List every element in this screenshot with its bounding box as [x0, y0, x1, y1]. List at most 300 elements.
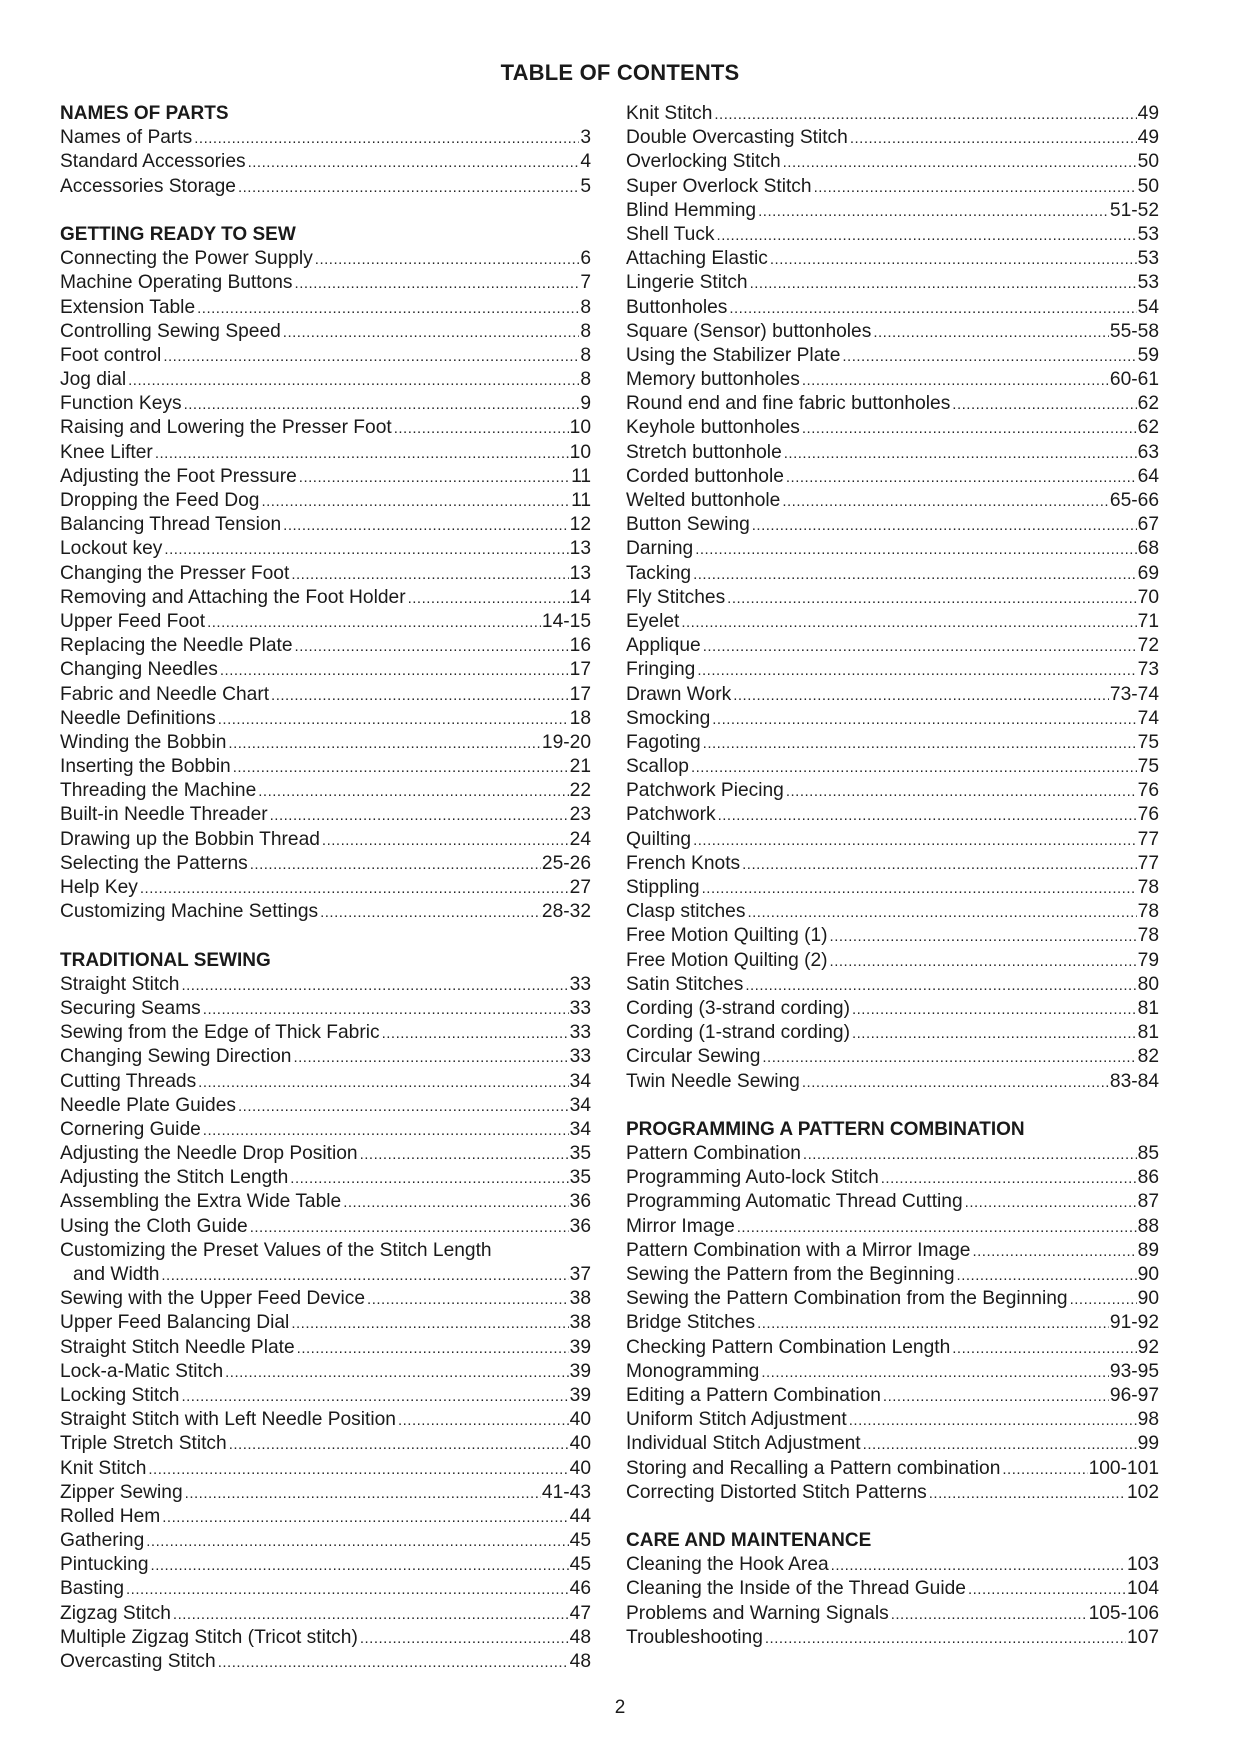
toc-entry[interactable] — [60, 1481, 591, 1505]
toc-entry-page: 5 — [580, 175, 591, 197]
toc-entry-page: 23 — [569, 804, 591, 826]
toc-entry[interactable] — [60, 1408, 591, 1432]
toc-entry[interactable] — [60, 1505, 591, 1529]
toc-entry[interactable] — [626, 779, 1159, 803]
toc-entry[interactable] — [60, 271, 591, 295]
toc-entry-page: 74 — [1137, 707, 1159, 729]
toc-entry[interactable] — [626, 1215, 1159, 1239]
dot-leader — [248, 151, 580, 174]
dot-leader — [197, 297, 579, 320]
toc-entry[interactable] — [60, 876, 591, 900]
toc-entry-page: 90 — [1137, 1264, 1159, 1285]
toc-entry-page: 34 — [569, 1094, 591, 1116]
dot-leader — [291, 563, 568, 586]
toc-entry[interactable] — [60, 1190, 591, 1214]
toc-entry[interactable] — [626, 441, 1159, 465]
toc-entry-page: 100-101 — [1088, 1457, 1159, 1479]
toc-entry[interactable] — [626, 1021, 1159, 1045]
toc-entry[interactable] — [626, 1263, 1159, 1287]
toc-entry-page: 103 — [1126, 1554, 1159, 1576]
toc-entry-title: Controlling Sewing Speed — [60, 320, 281, 342]
dot-leader — [293, 1046, 568, 1069]
toc-entry-title: Adjusting the Foot Pressure — [60, 465, 297, 487]
section-gap — [60, 199, 591, 223]
toc-entry-page: 50 — [1137, 175, 1159, 197]
toc-entry[interactable] — [626, 271, 1159, 295]
toc-entry-page: 91-92 — [1109, 1312, 1159, 1334]
toc-entry-page: 102 — [1126, 1481, 1159, 1503]
toc-entry-title: Assembling the Extra Wide Table — [60, 1191, 342, 1213]
toc-entry[interactable] — [60, 1529, 591, 1553]
toc-entry-title: Customizing Machine Settings — [60, 901, 319, 923]
dot-leader — [367, 1288, 569, 1311]
toc-entry[interactable] — [60, 1263, 591, 1287]
toc-entry-title: Double Overcasting Stitch — [626, 127, 848, 149]
toc-entry-title: Storing and Recalling a Pattern combination — [626, 1457, 1001, 1479]
dot-leader — [250, 1216, 569, 1239]
toc-entry-page: 16 — [569, 635, 591, 657]
toc-entry-title: Removing and Attaching the Foot Holder — [60, 586, 406, 608]
toc-entry[interactable] — [60, 683, 591, 707]
toc-entry-page: 27 — [569, 877, 591, 898]
toc-entry[interactable] — [60, 1239, 591, 1263]
toc-entry-page: 99 — [1137, 1433, 1159, 1455]
dot-leader — [295, 635, 569, 658]
toc-entry[interactable] — [626, 997, 1159, 1021]
toc-entry[interactable] — [626, 731, 1159, 755]
dot-leader — [1070, 1288, 1137, 1311]
toc-entry[interactable] — [60, 1311, 591, 1335]
toc-entry-page: 81 — [1137, 1022, 1159, 1044]
dot-leader — [283, 514, 568, 537]
dot-leader — [718, 804, 1137, 827]
toc-entry-page: 53 — [1137, 248, 1159, 270]
toc-entry-title: Sewing with the Upper Feed Device — [60, 1288, 366, 1310]
dot-leader — [702, 877, 1137, 900]
toc-entry[interactable] — [626, 513, 1159, 537]
dot-leader — [852, 998, 1137, 1021]
toc-entry[interactable] — [626, 1070, 1159, 1094]
dot-leader — [233, 756, 569, 779]
toc-entry-title: Drawn Work — [626, 683, 732, 705]
toc-entry[interactable] — [626, 610, 1159, 634]
dot-leader — [802, 417, 1137, 440]
toc-entry[interactable] — [626, 973, 1159, 997]
dot-leader — [786, 780, 1137, 803]
toc-entry[interactable] — [60, 1457, 591, 1481]
dot-leader — [185, 1482, 541, 1505]
toc-entry-page: 96-97 — [1109, 1384, 1159, 1406]
toc-entry-page: 48 — [569, 1651, 591, 1672]
toc-entry[interactable] — [60, 1094, 591, 1118]
toc-entry[interactable] — [60, 586, 591, 610]
toc-entry[interactable] — [60, 1577, 591, 1601]
toc-entry[interactable] — [626, 416, 1159, 440]
toc-entry[interactable] — [60, 1045, 591, 1069]
toc-entry[interactable] — [60, 126, 591, 150]
dot-leader — [883, 1385, 1109, 1408]
toc-entry[interactable] — [626, 1190, 1159, 1214]
toc-entry[interactable] — [626, 683, 1159, 707]
dot-leader — [238, 176, 579, 199]
toc-entry[interactable] — [626, 1384, 1159, 1408]
toc-entry-title: Adjusting the Needle Drop Position — [60, 1143, 358, 1165]
toc-entry-page: 85 — [1137, 1143, 1159, 1165]
toc-entry-page: 7 — [580, 272, 591, 294]
toc-entry[interactable] — [626, 1045, 1159, 1069]
toc-entry-page: 69 — [1137, 562, 1159, 584]
toc-entry[interactable] — [626, 296, 1159, 320]
dot-leader — [315, 248, 580, 271]
dot-leader — [873, 321, 1109, 344]
dot-leader — [218, 708, 569, 731]
toc-entry-title: Connecting the Power Supply — [60, 248, 313, 270]
toc-entry-page: 11 — [571, 490, 591, 511]
toc-entry[interactable] — [60, 731, 591, 755]
toc-entry[interactable] — [60, 1553, 591, 1577]
toc-entry-title: Cleaning the Hook Area — [626, 1554, 829, 1576]
toc-entry[interactable] — [626, 465, 1159, 489]
dot-leader — [198, 1071, 568, 1094]
toc-entry[interactable] — [60, 900, 591, 924]
toc-entry-page: 10 — [569, 417, 591, 439]
dot-leader — [891, 1603, 1088, 1626]
toc-entry[interactable] — [626, 707, 1159, 731]
toc-entry[interactable] — [626, 1553, 1159, 1577]
toc-entry-page: 83-84 — [1109, 1070, 1159, 1092]
dot-leader — [238, 1095, 569, 1118]
toc-entry[interactable] — [60, 489, 591, 513]
toc-entry[interactable] — [626, 320, 1159, 344]
toc-entry[interactable] — [60, 1021, 591, 1045]
toc-entry-page: 75 — [1137, 731, 1159, 753]
toc-entry[interactable] — [626, 1481, 1159, 1505]
toc-entry-title: Tacking — [626, 562, 692, 584]
toc-entry[interactable] — [626, 900, 1159, 924]
toc-entry-page: 39 — [569, 1360, 591, 1382]
toc-entry-title: Winding the Bobbin — [60, 731, 227, 753]
toc-entry[interactable] — [60, 247, 591, 271]
toc-entry[interactable] — [60, 1287, 591, 1311]
toc-entry-page: 79 — [1137, 949, 1159, 971]
toc-entry-title: Jog dial — [60, 369, 127, 391]
toc-entry-title: Sewing from the Edge of Thick Fabric — [60, 1022, 380, 1044]
toc-entry[interactable] — [60, 1384, 591, 1408]
toc-entry[interactable] — [60, 344, 591, 368]
toc-entry-page: 80 — [1137, 973, 1159, 995]
toc-entry-title: Keyhole buttonholes — [626, 417, 800, 439]
toc-entry[interactable] — [626, 489, 1159, 513]
toc-entry[interactable] — [626, 1360, 1159, 1384]
toc-entry-title: Gathering — [60, 1530, 145, 1552]
dot-leader — [270, 804, 569, 827]
toc-entry[interactable] — [626, 1602, 1159, 1626]
dot-leader — [1002, 1458, 1087, 1481]
toc-entry[interactable] — [626, 223, 1159, 247]
dot-leader — [714, 103, 1136, 126]
toc-entry[interactable] — [60, 1142, 591, 1166]
dot-leader — [148, 1458, 568, 1481]
toc-entry[interactable] — [60, 150, 591, 174]
toc-entry[interactable] — [60, 1626, 591, 1650]
toc-entry[interactable] — [626, 1311, 1159, 1335]
toc-entry[interactable] — [60, 779, 591, 803]
toc-entry-title: Clasp stitches — [626, 901, 746, 923]
toc-entry[interactable] — [626, 876, 1159, 900]
toc-entry[interactable] — [60, 368, 591, 392]
toc-entry-page: 8 — [580, 369, 591, 391]
toc-entry-page: 17 — [569, 659, 591, 681]
toc-entry-page: 39 — [569, 1384, 591, 1406]
toc-entry[interactable] — [60, 1336, 591, 1360]
toc-entry-title: Cording (1-strand cording) — [626, 1022, 850, 1044]
toc-entry-title: Attaching Elastic — [626, 248, 768, 270]
toc-entry[interactable] — [626, 1239, 1159, 1263]
toc-entry[interactable] — [60, 513, 591, 537]
toc-entry-title: Welted buttonhole — [626, 490, 781, 511]
toc-entry[interactable] — [60, 755, 591, 779]
section-gap — [626, 1505, 1159, 1529]
toc-entry[interactable] — [60, 296, 591, 320]
dot-leader — [203, 998, 569, 1021]
toc-entry[interactable] — [626, 562, 1159, 586]
toc-entry[interactable] — [626, 586, 1159, 610]
dot-leader — [250, 853, 541, 876]
toc-entry[interactable] — [626, 755, 1159, 779]
dot-leader — [398, 1409, 569, 1432]
toc-entry[interactable] — [60, 537, 591, 561]
toc-entry[interactable] — [626, 126, 1159, 150]
toc-entry[interactable] — [60, 1118, 591, 1142]
toc-entry-title: Stretch buttonhole — [626, 441, 782, 463]
toc-entry-title: Monogramming — [626, 1360, 760, 1382]
toc-entry-page: 39 — [569, 1336, 591, 1358]
toc-left-column — [60, 102, 591, 1674]
dot-leader — [693, 563, 1137, 586]
toc-entry[interactable] — [626, 150, 1159, 174]
toc-entry-page: 53 — [1137, 223, 1159, 245]
dot-leader — [786, 466, 1137, 489]
toc-entry[interactable] — [60, 1360, 591, 1384]
toc-entry[interactable] — [60, 392, 591, 416]
toc-entry-title: Patchwork Piecing — [626, 780, 784, 802]
dot-leader — [181, 1385, 568, 1408]
toc-entry-page: 4 — [580, 151, 591, 173]
dot-leader — [712, 708, 1136, 731]
toc-entry-page: 76 — [1137, 780, 1159, 802]
toc-entry[interactable] — [626, 1336, 1159, 1360]
toc-entry[interactable] — [626, 949, 1159, 973]
toc-entry-title: Securing Seams — [60, 997, 201, 1019]
toc-entry-title: Needle Definitions — [60, 707, 216, 729]
toc-right-column — [626, 102, 1159, 1650]
toc-entry[interactable] — [626, 803, 1159, 827]
toc-entry[interactable] — [626, 368, 1159, 392]
toc-entry-title: Mirror Image — [626, 1215, 735, 1237]
dot-leader — [765, 1627, 1126, 1650]
toc-entry-title: Lockout key — [60, 538, 163, 560]
toc-entry[interactable] — [626, 247, 1159, 271]
dot-leader — [830, 950, 1137, 973]
toc-entry[interactable] — [626, 1142, 1159, 1166]
toc-entry-title: Correcting Distorted Stitch Patterns — [626, 1481, 927, 1503]
toc-section — [60, 949, 591, 1675]
dot-leader — [394, 417, 569, 440]
toc-entry[interactable] — [626, 392, 1159, 416]
toc-entry[interactable] — [626, 924, 1159, 948]
toc-entry-title: Help Key — [60, 877, 138, 898]
toc-entry[interactable] — [60, 441, 591, 465]
toc-entry[interactable] — [60, 803, 591, 827]
toc-entry-title: Machine Operating Buttons — [60, 272, 293, 294]
toc-entry-page: 8 — [580, 344, 591, 366]
dot-leader — [842, 345, 1136, 368]
toc-entry-page: 50 — [1137, 151, 1159, 173]
toc-entry[interactable] — [60, 1650, 591, 1674]
toc-entry[interactable] — [60, 658, 591, 682]
toc-entry-title: Function Keys — [60, 393, 182, 415]
toc-entry[interactable] — [60, 175, 591, 199]
toc-entry[interactable] — [60, 707, 591, 731]
toc-entry-title: Inserting the Bobbin — [60, 756, 231, 778]
toc-entry[interactable] — [626, 1457, 1159, 1481]
dot-leader — [770, 248, 1137, 271]
page-number: 2 — [614, 1697, 626, 1718]
dot-leader — [852, 1022, 1137, 1045]
toc-entry[interactable] — [60, 1602, 591, 1626]
toc-entry[interactable] — [60, 828, 591, 852]
toc-entry-page: 40 — [569, 1409, 591, 1431]
section-heading: TRADITIONAL SEWING — [60, 949, 271, 971]
toc-entry[interactable] — [626, 1287, 1159, 1311]
toc-entry-title: Applique — [626, 635, 701, 657]
dot-leader — [727, 587, 1136, 610]
toc-entry[interactable] — [60, 1070, 591, 1094]
toc-entry-title: Needle Plate Guides — [60, 1094, 236, 1116]
toc-entry-title: Straight Stitch — [60, 973, 180, 995]
toc-entry[interactable] — [60, 320, 591, 344]
toc-entry-page: 98 — [1137, 1409, 1159, 1431]
toc-entry-page: 46 — [569, 1578, 591, 1600]
toc-entry[interactable] — [60, 973, 591, 997]
toc-entry[interactable] — [626, 537, 1159, 561]
toc-entry-page: 9 — [580, 393, 591, 415]
dot-leader — [863, 1433, 1137, 1456]
toc-entry-page: 44 — [569, 1505, 591, 1527]
toc-entry[interactable] — [626, 1432, 1159, 1456]
toc-entry-title: Corded buttonhole — [626, 465, 784, 487]
toc-entry[interactable] — [626, 634, 1159, 658]
toc-entry-page: 47 — [569, 1602, 591, 1624]
toc-entry[interactable] — [60, 634, 591, 658]
toc-entry-page: 33 — [569, 1022, 591, 1044]
toc-entry-page: 75 — [1137, 756, 1159, 778]
dot-leader — [295, 272, 580, 295]
toc-entry-title: Zipper Sewing — [60, 1481, 183, 1503]
toc-section — [626, 1118, 1159, 1505]
dot-leader — [952, 393, 1136, 416]
toc-entry[interactable] — [60, 1215, 591, 1239]
dot-leader — [681, 611, 1136, 634]
toc-entry-page: 8 — [580, 296, 591, 318]
toc-entry-title: Knit Stitch — [626, 103, 713, 124]
toc-entry[interactable] — [60, 1432, 591, 1456]
toc-entry[interactable] — [626, 199, 1159, 223]
toc-entry-title: Cleaning the Inside of the Thread Guide — [626, 1578, 966, 1600]
toc-entry[interactable] — [626, 828, 1159, 852]
toc-entry[interactable] — [626, 1408, 1159, 1432]
toc-entry-page: 33 — [569, 1046, 591, 1068]
toc-entry-title: Lock-a-Matic Stitch — [60, 1360, 224, 1382]
toc-entry-page: 89 — [1137, 1239, 1159, 1261]
toc-entry-title: Standard Accessories — [60, 151, 246, 173]
toc-entry-title: Button Sewing — [626, 514, 750, 536]
toc-entry-title: Replacing the Needle Plate — [60, 635, 293, 657]
toc-entry[interactable] — [60, 562, 591, 586]
dot-leader — [972, 1240, 1136, 1263]
toc-entry-page: 82 — [1137, 1046, 1159, 1068]
toc-entry-page: 12 — [569, 514, 591, 536]
toc-entry[interactable] — [626, 1626, 1159, 1650]
toc-entry-title: Rolled Hem — [60, 1505, 161, 1527]
toc-entry-page: 8 — [580, 320, 591, 342]
dot-leader — [691, 756, 1137, 779]
toc-entry-page: 48 — [569, 1626, 591, 1648]
toc-entry-page: 73 — [1137, 659, 1159, 681]
toc-entry[interactable] — [626, 102, 1159, 126]
dot-leader — [750, 272, 1137, 295]
toc-entry[interactable] — [626, 1166, 1159, 1190]
toc-entry[interactable] — [60, 465, 591, 489]
toc-entry-title: Foot control — [60, 344, 162, 366]
toc-entry[interactable] — [626, 852, 1159, 876]
dot-leader — [758, 200, 1109, 223]
toc-entry-title: Pattern Combination with a Mirror Image — [626, 1239, 971, 1261]
toc-entry-title: Stippling — [626, 877, 700, 898]
toc-section — [60, 102, 591, 199]
section-heading: NAMES OF PARTS — [60, 103, 229, 124]
dot-leader — [126, 1578, 569, 1601]
toc-entry[interactable] — [626, 658, 1159, 682]
toc-entry-page: 67 — [1137, 514, 1159, 536]
toc-entry[interactable] — [60, 852, 591, 876]
toc-entry[interactable] — [60, 416, 591, 440]
toc-entry-page: 28-32 — [541, 901, 591, 923]
dot-leader — [173, 1603, 569, 1626]
dot-leader — [291, 1312, 568, 1335]
toc-entry[interactable] — [626, 175, 1159, 199]
toc-entry[interactable] — [626, 344, 1159, 368]
toc-entry-title: Upper Feed Foot — [60, 610, 206, 632]
toc-entry[interactable] — [60, 997, 591, 1021]
toc-entry-page: 93-95 — [1109, 1360, 1159, 1382]
toc-entry-title: Buttonholes — [626, 296, 728, 318]
toc-entry-page: 70 — [1137, 586, 1159, 608]
toc-entry[interactable] — [60, 610, 591, 634]
toc-entry-title: Sewing the Pattern Combination from the Beginning — [626, 1288, 1068, 1310]
toc-entry[interactable] — [60, 1166, 591, 1190]
toc-entry-title: Quilting — [626, 828, 692, 850]
toc-entry-title: Upper Feed Balancing Dial — [60, 1312, 290, 1334]
dot-leader — [747, 901, 1136, 924]
toc-entry-page: 78 — [1137, 901, 1159, 923]
toc-entry-page: 81 — [1137, 997, 1159, 1019]
toc-entry-title: Changing Sewing Direction — [60, 1046, 292, 1068]
toc-entry-page: 40 — [569, 1433, 591, 1455]
toc-entry[interactable] — [626, 1577, 1159, 1601]
dot-leader — [830, 925, 1137, 948]
toc-section — [60, 223, 591, 924]
